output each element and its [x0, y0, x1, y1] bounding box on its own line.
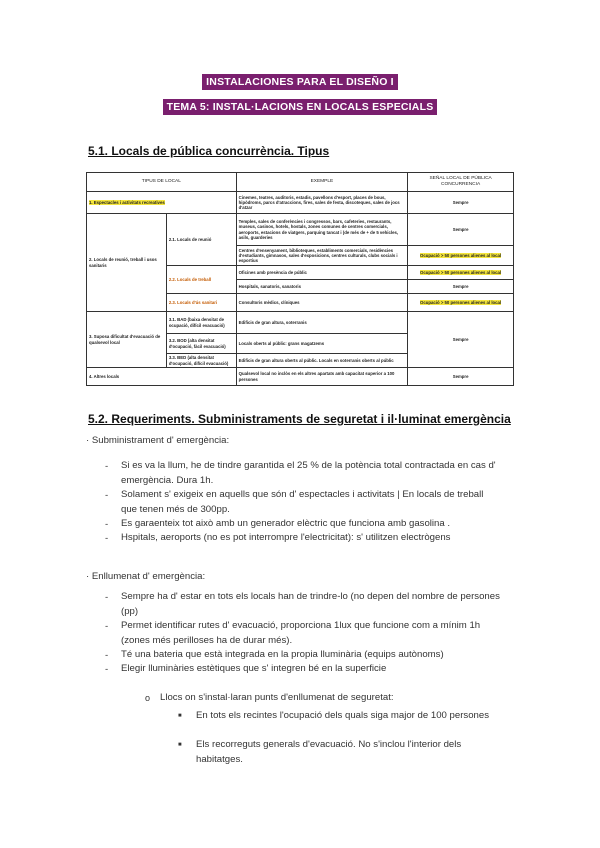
- subtype-cell: 2.2. Locals de treball: [166, 266, 236, 294]
- example-cell: Oficines amb presència de públic: [236, 266, 408, 280]
- dash-bullet: -: [105, 461, 109, 472]
- subheading-emergency-lighting: · Enllumenat d' emergència:: [86, 571, 206, 582]
- section-1-title: 5.1. Locals de pública concurrència. Tipus: [88, 144, 330, 158]
- type-cell: 1. Espectacles i activitats recreatives: [89, 199, 165, 205]
- subtype-cell: 3.2. BOD (alta densitat d'ocupació, fàcil evacuació): [166, 334, 236, 354]
- list-item: Permet identificar rutes d' evacuació, proporciona 1lux que funcione com a mínim 1h (zones més perilloses ha de durar més).: [121, 620, 481, 646]
- example-cell: Hospitals, sanatoris, sanatoris: [236, 280, 408, 294]
- value-cell: Sempre: [408, 192, 514, 214]
- example-cell: Edificis de gran altura oberts al públic. Locals en soterranis oberts al públic: [236, 354, 408, 368]
- example-cell: Centres d'ensenyament, biblioteques, establiments comercials, residències d'estudiants, gimnasos, sales d'exposicions, centres culturals, clubs socials i esportius: [236, 246, 408, 266]
- list-item: Si es va la llum, he de tindre garantida el 25 % de la potència total contractada en cas d' emergència. Dura 1h.: [121, 460, 496, 486]
- section-2-title: 5.2. Requeriments. Subministraments de seguretat i il·luminat emergència: [88, 412, 511, 426]
- list-item: Hspitals, aeroports (no es pot interrompre l'electricitat): s' utilitzen electrògens: [121, 532, 451, 543]
- list-item: Els recorreguts generals d'evacuació. No s'inclou l'interior dels habitatges.: [196, 739, 462, 765]
- type-cell: 4. Altres locals: [87, 368, 237, 386]
- locals-table: [86, 172, 514, 386]
- table-row: [87, 192, 514, 214]
- nested-heading: Llocs on s'instal·laran punts d'enllumenat de seguretat:: [160, 692, 394, 703]
- table-row: [87, 214, 514, 246]
- value-cell: Ocupació > 50 persones alienes al local: [420, 252, 502, 258]
- example-cell: Qualsevol local no inclòs en els altres apartats amb capacitat superior a 100 persones: [236, 368, 408, 386]
- dash-bullet: -: [105, 490, 109, 501]
- square-bullet: ■: [178, 713, 182, 719]
- value-cell: Sempre: [408, 312, 514, 368]
- list-item: Solament s' exigeix en aquells que són d' espectacles i activitats | En locals de treball que tenen més de 300pp.: [121, 489, 484, 515]
- value-cell: Sempre: [408, 280, 514, 294]
- dash-bullet: -: [105, 519, 109, 530]
- circle-bullet: o: [145, 693, 151, 703]
- dash-bullet: -: [105, 664, 109, 675]
- example-cell: Locals oberts al públic: grans magatzems: [236, 334, 408, 354]
- list-item: Elegir lluminàries estètiques que s' integren bé en la superficie: [121, 663, 387, 674]
- list-item: Sempre ha d' estar en tots els locals han de trindre-lo (no depen del nombre de persones (pp): [121, 591, 500, 617]
- type-cell: 2. Locals de reunió, treball i usos sanitaris: [89, 257, 157, 268]
- type-cell: 3. Suposa dificultat d'evacuació de qualsevol local: [87, 312, 167, 368]
- value-cell: Ocupació > 50 persones alienes al local: [420, 299, 502, 305]
- list-item: Té una bateria que està integrada en la propia lluminària (equips autònoms): [121, 649, 444, 660]
- example-cell: Edificis de gran altura, soterranis: [236, 312, 408, 334]
- dash-bullet: -: [105, 533, 109, 544]
- subtype-cell: 2.3. Locals d'ús sanitari: [166, 294, 236, 312]
- col-header-value: SEÑAL LOCAL DE PÚBLICA CONCURRENCIA: [408, 173, 514, 192]
- value-cell: Sempre: [408, 214, 514, 246]
- subheading-emergency-supply: · Subministrament d' emergència:: [86, 435, 230, 446]
- square-bullet: ■: [178, 742, 182, 748]
- list-item: En tots els recintes l'ocupació dels quals siga major de 100 persones: [196, 710, 490, 721]
- value-cell: Ocupació > 50 persones alienes al local: [420, 269, 502, 275]
- example-cell: Temples, sales de conferències i congressos, bars, cafeteries, restaurants, museus, casinos, hotels, hostals, zones comunes de centres comercials, aeroports, estacions de viatgers, parquing tancat i (de més de + de 5 vehicles, asils, guarderies: [236, 214, 408, 246]
- table-row: [87, 368, 514, 386]
- value-cell: Sempre: [408, 368, 514, 386]
- table-header-row: [87, 173, 514, 192]
- header-title-1: INSTALACIONES PARA EL DISEÑO I: [0, 72, 600, 90]
- col-header-example: EXEMPLE: [236, 173, 408, 192]
- example-cell: Consultoris mèdics, clíniques: [236, 294, 408, 312]
- dash-bullet: -: [105, 592, 109, 603]
- header-title-2: TEMA 5: INSTAL·LACIONS EN LOCALS ESPECIALS: [0, 97, 600, 115]
- dash-bullet: -: [105, 621, 109, 632]
- table-row: [87, 312, 514, 334]
- list-item: Es garaenteix tot això amb un generador elèctric que funciona amb gasolina .: [121, 518, 451, 529]
- dash-bullet: -: [105, 650, 109, 661]
- example-cell: Cinemes, teatres, auditoris, estadis, pavellons d'esport, places de bous, hipòdroms, parcs d'atraccions, fires, sales de festa, discoteques, sales de jocs d'atzar: [236, 192, 408, 214]
- subtype-cell: 2.1. Locals de reunió: [166, 214, 236, 266]
- col-header-type: TIPUS DE LOCAL: [87, 173, 237, 192]
- subtype-cell: 3.1. BAD (baixa densitat de ocupació, difícil evacuació): [166, 312, 236, 334]
- subtype-cell: 3.3. BED (alta densitat d'ocupació, difícil evacuació): [166, 354, 236, 368]
